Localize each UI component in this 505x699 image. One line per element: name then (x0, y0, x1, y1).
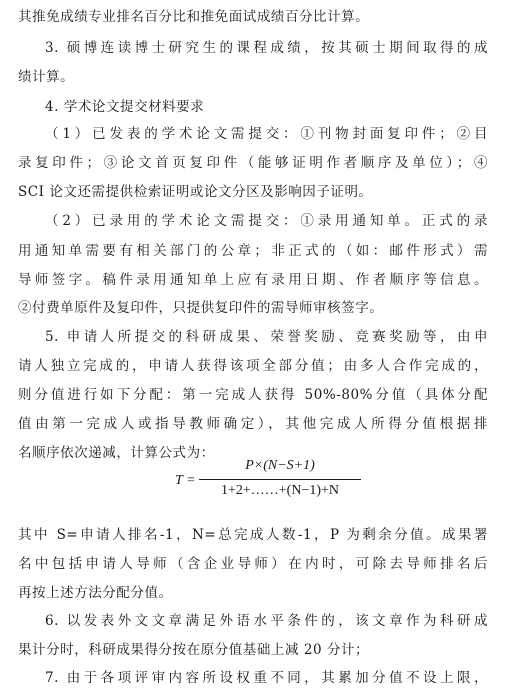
text-line-9: 用通知单需要有相关部门的公章；非正式的（如：邮件形式）需 (18, 243, 488, 259)
section-heading-4: 4. 学术论文提交材料要求 (45, 99, 205, 115)
text-line-16: 名顺序依次递减，计算公式为： (18, 445, 215, 461)
text-line-7: SCI 论文还需提供检索证明或论文分区及影响因子证明。 (18, 184, 373, 200)
formula-numerator: P×(N−S+1) (245, 458, 315, 473)
text-line-15: 值由第一完成人或指导教师确定），其他完成人所得分值根据排 (18, 416, 488, 432)
score-formula (175, 455, 365, 515)
text-line-11: ②付费单原件及复印件，只提供复印件的需导师审核签字。 (18, 300, 384, 316)
formula-fraction-bar (199, 479, 361, 480)
text-line-6: 录复印件；③论文首页复印件（能够证明作者顺序及单位）；④ (18, 155, 488, 171)
text-line-17: 其中 S=申请人排名-1，N=总完成人数-1，P 为剩余分值。成果署 (18, 527, 488, 543)
formula-denominator: 1+2+……+(N−1)+N (220, 483, 340, 498)
formula-equals: = (187, 473, 195, 488)
text-line-5: （1）已发表的学术论文需提交：①刊物封面复印件；②目 (45, 126, 488, 142)
text-line-1: 其推免成绩专业排名百分比和推免面试成绩百分比计算。 (18, 9, 370, 25)
text-line-22: 7. 由于各项评审内容所设权重不同，其累加分值不设上限， (45, 670, 488, 686)
text-line-12: 5. 申请人所提交的科研成果、荣誉奖励、竞赛奖励等，由申 (45, 329, 488, 345)
text-line-10: 导师签字。稿件录用通知单上应有录用日期、作者顺序等信息。 (18, 272, 488, 288)
text-line-19: 再按上述方法分配分值。 (18, 585, 173, 601)
text-line-18: 名中包括申请人导师（含企业导师）在内时，可除去导师排名后 (18, 556, 488, 572)
text-line-20: 6. 以发表外文文章满足外语水平条件的，该文章作为科研成 (45, 613, 488, 629)
formula-lhs: T (175, 473, 183, 488)
text-line-8: （2）已录用的学术论文需提交：①录用通知单。正式的录 (45, 213, 488, 229)
text-line-2: 3. 硕博连读博士研究生的课程成绩，按其硕士期间取得的成 (45, 40, 488, 56)
text-line-13: 请人独立完成的，申请人获得该项全部分值；由多人合作完成的， (18, 358, 488, 374)
text-line-3: 绩计算。 (18, 69, 75, 85)
text-line-14: 则分值进行如下分配：第一完成人获得 50%-80%分值（具体分配 (18, 387, 488, 403)
text-line-21: 果计分时，科研成果得分按在原分值基础上减 20 分计； (18, 642, 370, 658)
